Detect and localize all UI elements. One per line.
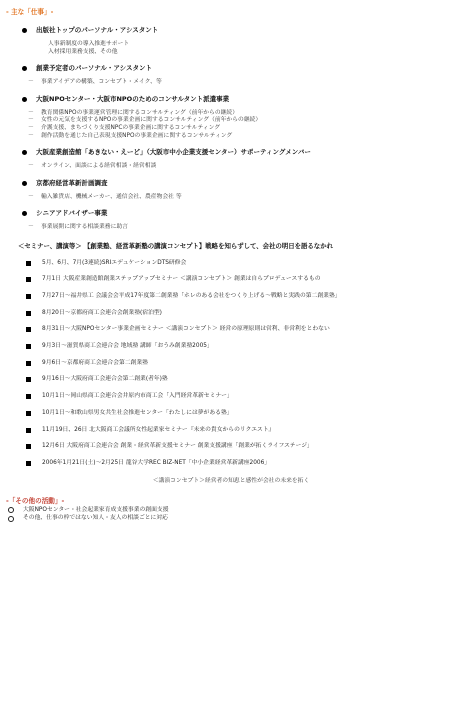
section-item [22, 117, 440, 125]
event-item [22, 359, 440, 368]
dash-icon: － [28, 163, 34, 170]
section-item-text: 入材採用業務支援、その他 [48, 48, 118, 55]
event-text: 8月20日～京都府商工会連合会創業塾(宿泊型) [42, 309, 162, 316]
event-text: 7月1日 大阪産業創造館創業ステップアップセミナー ＜講演コンセプト＞ 創業は自らプロデュースするもの [42, 276, 321, 283]
event-text: 10月1日～岡山県商工会連合会井原内市商工会「入門経営革新セミナー」 [42, 393, 233, 400]
seminar-heading: ＜セミナー、講演等＞ 【創業塾、経営革新塾の講演コンセプト】戦略を知らずして、会社の明日を語るなかれ [18, 241, 333, 250]
section-item-text: オンライン、面談による経営相談・経営相談 [41, 163, 157, 170]
event-text: 7月27日～福井県工 会議会会平成17年度第二創業塾「ホレのある会社をつくり上げる～戦略と実践の第二創業塾」 [42, 293, 341, 299]
square-bullet-icon [26, 261, 31, 266]
event-text: 5月、6月、7月(3連続)SRIエデュケーションDTS研修会 [42, 259, 187, 266]
section-title-text: 大阪NPOセンター・大阪市NPOのためのコンサルタント派遣事業 [36, 94, 230, 103]
event-text: 11月19日、26日 北大阪商工会議所女性起業家セミナー『未来の貴女からのリクエスト』 [42, 426, 275, 433]
other-item [8, 506, 440, 515]
circle-bullet-icon [8, 507, 14, 513]
dash-icon: － [28, 79, 34, 86]
bullet-dot-icon [22, 28, 27, 33]
square-bullet-icon [26, 461, 31, 466]
section-title [22, 148, 440, 157]
dash-icon: － [28, 132, 34, 139]
section-item-text: 事業展開に関する相談業務に助言 [41, 224, 128, 231]
event-item [22, 375, 440, 384]
section-item [22, 133, 440, 141]
section-item [22, 163, 440, 171]
event-text: 9月6日～京都府商工会連合会第二創業塾 [42, 359, 148, 366]
event-text: 9月16日～大阪府商工会連合会第二創業(者年)塾 [42, 376, 168, 383]
square-bullet-icon [26, 428, 31, 433]
work-sections [22, 26, 440, 232]
event-item [22, 392, 440, 401]
bullet-dot-icon [22, 66, 27, 71]
square-bullet-icon [26, 377, 31, 382]
event-item [22, 309, 440, 318]
bullet-dot-icon [22, 181, 27, 186]
section-item [22, 79, 440, 87]
dash-icon: － [28, 124, 34, 131]
event-text: 2006年1月21日(土)～2月25日 龍谷大学REC BIZ-NET「中小企業経営革新講座2006」 [42, 459, 271, 466]
section-item-text: 輸入雑貨店、機械メーカー、通信会社、農産物会社 等 [41, 193, 182, 200]
event-text: 8月31日～大阪NPOセンター事業企画セミナー ＜講演コンセプト＞ 経営の原理原則は営利、非営利をとわない [42, 326, 330, 333]
square-bullet-icon [26, 394, 31, 399]
section-item-text: 教育関係NPOの事業運営管理に関するコンサルティング（前年からの継続） [41, 109, 239, 116]
event-text: 10月1日～和歌山県男女共生社会推進センター「わたしには夢がある塾」 [42, 409, 233, 416]
other-activities-list [22, 506, 440, 523]
event-item [22, 442, 440, 451]
event-item [22, 325, 440, 334]
section-item-text: 事業アイデアの構築、コンセプト・メイク、等 [41, 79, 162, 86]
event-item [22, 342, 440, 351]
dash-icon: － [28, 109, 34, 116]
section-title-text: 大阪産業創造館「あきない・えーど」（大阪市中小企業支援センター）サポーティングメンバー [36, 148, 311, 157]
event-item [22, 259, 440, 268]
other-item-text: その他、仕事の枠ではない知人・友人の相談ごとに対応 [23, 515, 168, 522]
section-item [22, 41, 440, 49]
section-title [22, 26, 440, 35]
section-title [22, 179, 440, 188]
section-title-text: 創業予定者のパーソナル・アシスタント [36, 64, 152, 73]
bullet-dot-icon [22, 150, 27, 155]
square-bullet-icon [26, 344, 31, 349]
dash-icon: － [28, 224, 34, 231]
main-heading: - 主な「仕事」- [6, 8, 54, 16]
square-bullet-icon [26, 277, 31, 282]
event-text: 12月6日 大阪府商工会連合会 創業・経営革新支援セミナー 創業支援講座「創業が拓くライフステージ」 [42, 443, 313, 450]
section-item-text: 介護支援、まちづくり支援NPCの事業企画に関するコンサルティング [41, 124, 221, 131]
square-bullet-icon [26, 294, 31, 299]
other-item-text: 大阪NPOセンター・社会起業家育成支援事業の創面支援 [23, 506, 169, 513]
section-title-text: 出版社トップのパーソナル・アシスタント [36, 26, 159, 34]
section-title-text: シニアアドバイザー事業 [36, 209, 108, 218]
event-item [22, 275, 440, 284]
square-bullet-icon [26, 444, 31, 449]
other-item [8, 514, 440, 523]
section-item [22, 125, 440, 133]
square-bullet-icon [26, 327, 31, 332]
square-bullet-icon [26, 361, 31, 366]
circle-bullet-icon [8, 516, 14, 522]
section-title [22, 209, 440, 218]
event-list [22, 259, 440, 468]
square-bullet-icon [26, 411, 31, 416]
section-item [22, 224, 440, 232]
section-item [22, 194, 440, 202]
event-item [22, 426, 440, 435]
section-title [22, 95, 440, 104]
section-item-text: 女性の元気を支援するNPOの事業企画に関するコンサルティング（前年からの継続） [41, 117, 262, 124]
bullet-dot-icon [22, 97, 27, 102]
event-text: 9月3日～滋賀県商工会連合会 地域塾 講師「おうみ創業塾2005」 [42, 343, 213, 350]
event-item [22, 292, 440, 301]
section-item [22, 49, 440, 57]
other-heading: -「その他の活動」- [6, 496, 65, 505]
event-item [22, 459, 440, 468]
section-item-text: 人事新制度の導入推進サポート [48, 41, 130, 47]
closing-note: ＜講演コンセプト＞経営者の知恵と感性が会社の未来を拓く [152, 477, 310, 484]
section-title-text: 京都府経営革新計画調査 [36, 178, 108, 187]
dash-icon: － [28, 117, 34, 124]
event-item [22, 409, 440, 418]
section-title [22, 64, 440, 73]
bullet-dot-icon [22, 211, 27, 216]
dash-icon: － [28, 193, 34, 200]
section-item-text: 創作活動を通じた自己表現支援NPOの事業企画に関するコンサルティング [41, 132, 233, 139]
square-bullet-icon [26, 311, 31, 316]
